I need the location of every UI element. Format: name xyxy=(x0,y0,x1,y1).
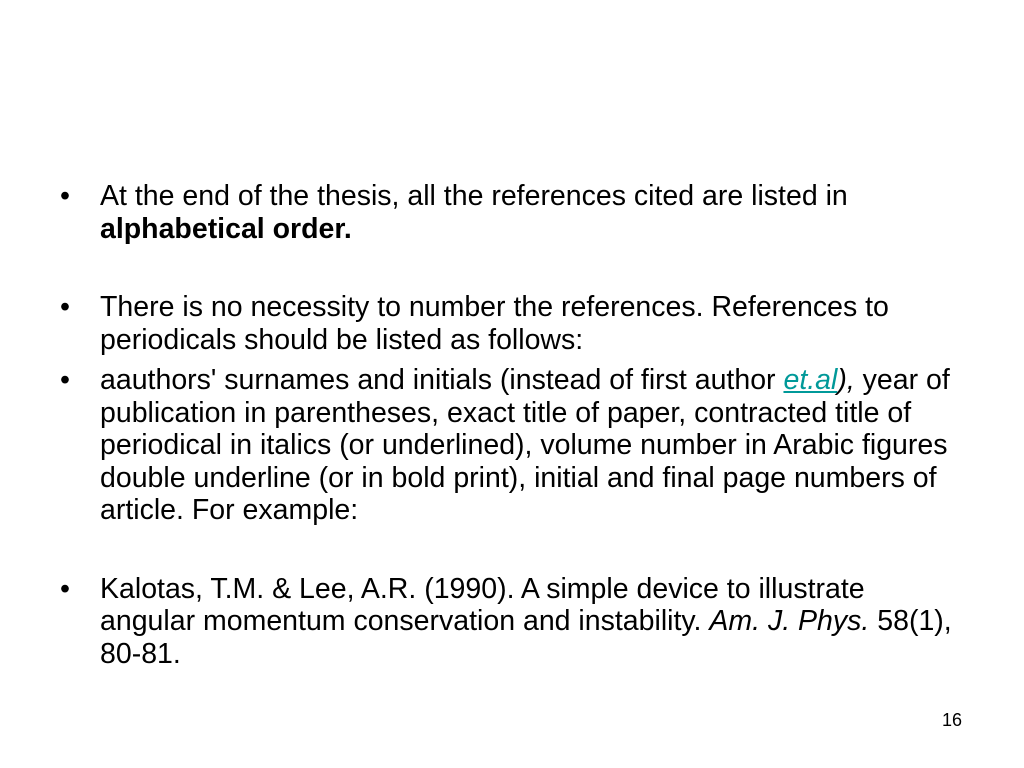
bullet-bold-text: alphabetical order. xyxy=(100,212,352,245)
bullet-text: aauthors' surnames and initials (instead of first author xyxy=(100,364,784,396)
bullet-text: At the end of the thesis, all the references cited are listed in xyxy=(100,180,848,212)
slide-number: 16 xyxy=(941,710,962,730)
bullet-text: There is no necessity to number the references. References to periodicals should be listed as follows: xyxy=(100,291,889,356)
journal-title: Am. J. Phys. xyxy=(709,605,870,637)
bullet-example-reference xyxy=(60,573,960,671)
et-al-link[interactable]: et.al xyxy=(783,364,838,396)
bullet-list xyxy=(60,180,960,670)
bullet-text-continued: year of publication in parentheses, exact title of paper, contracted title of periodical in italics (or underlined), volume number in Arabic figures double underline (or in bold print), initial and final page numbers of article. For example: xyxy=(100,364,950,526)
bullet-no-numbering xyxy=(60,291,960,356)
bullet-text: Kalotas, T.M. & Lee, A.R. (1990). A simple device to illustrate angular momentum conservation and instability. xyxy=(100,572,865,637)
bullet-italic-paren: ), xyxy=(837,364,855,396)
bullet-author-format xyxy=(60,364,960,527)
bullet-text-continued: 58(1), 80-81. xyxy=(100,605,952,670)
bullet-alphabetical-order xyxy=(60,180,960,245)
